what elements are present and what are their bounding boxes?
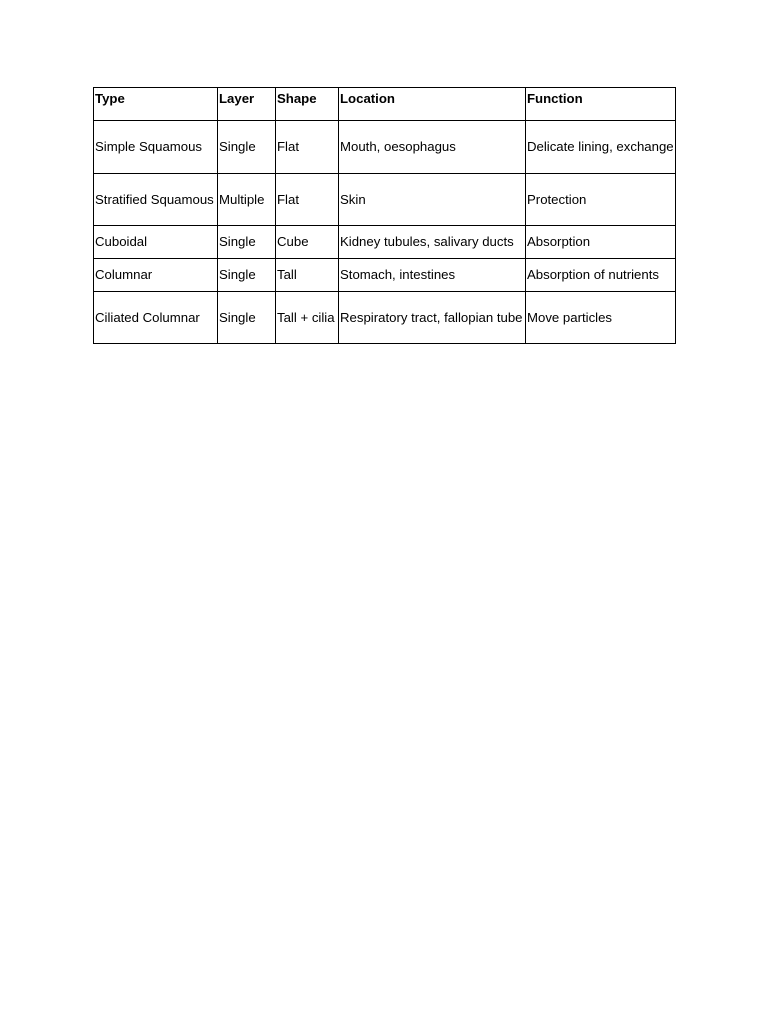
header-type: Type bbox=[94, 88, 218, 121]
cell-function: Move particles bbox=[526, 292, 676, 344]
cell-type: Ciliated Columnar bbox=[94, 292, 218, 344]
cell-location: Skin bbox=[339, 174, 526, 226]
cell-function: Delicate lining, exchange bbox=[526, 121, 676, 174]
table-row bbox=[94, 259, 676, 292]
cell-function: Protection bbox=[526, 174, 676, 226]
cell-type: Columnar bbox=[94, 259, 218, 292]
table-header-row bbox=[94, 88, 676, 121]
header-shape: Shape bbox=[276, 88, 339, 121]
cell-shape: Tall + cilia bbox=[276, 292, 339, 344]
table-row bbox=[94, 292, 676, 344]
cell-layer: Single bbox=[218, 259, 276, 292]
cell-type: Simple Squamous bbox=[94, 121, 218, 174]
header-function: Function bbox=[526, 88, 676, 121]
cell-type: Stratified Squamous bbox=[94, 174, 218, 226]
epithelium-table bbox=[93, 87, 676, 344]
cell-function: Absorption bbox=[526, 226, 676, 259]
table-row bbox=[94, 121, 676, 174]
cell-layer: Single bbox=[218, 226, 276, 259]
cell-shape: Cube bbox=[276, 226, 339, 259]
cell-shape: Flat bbox=[276, 174, 339, 226]
cell-shape: Flat bbox=[276, 121, 339, 174]
table-row bbox=[94, 226, 676, 259]
cell-shape: Tall bbox=[276, 259, 339, 292]
cell-location: Stomach, intestines bbox=[339, 259, 526, 292]
cell-location: Respiratory tract, fallopian tube bbox=[339, 292, 526, 344]
cell-layer: Multiple bbox=[218, 174, 276, 226]
cell-function: Absorption of nutrients bbox=[526, 259, 676, 292]
cell-layer: Single bbox=[218, 292, 276, 344]
cell-layer: Single bbox=[218, 121, 276, 174]
cell-type: Cuboidal bbox=[94, 226, 218, 259]
cell-location: Kidney tubules, salivary ducts bbox=[339, 226, 526, 259]
header-location: Location bbox=[339, 88, 526, 121]
table-row bbox=[94, 174, 676, 226]
cell-location: Mouth, oesophagus bbox=[339, 121, 526, 174]
header-layer: Layer bbox=[218, 88, 276, 121]
